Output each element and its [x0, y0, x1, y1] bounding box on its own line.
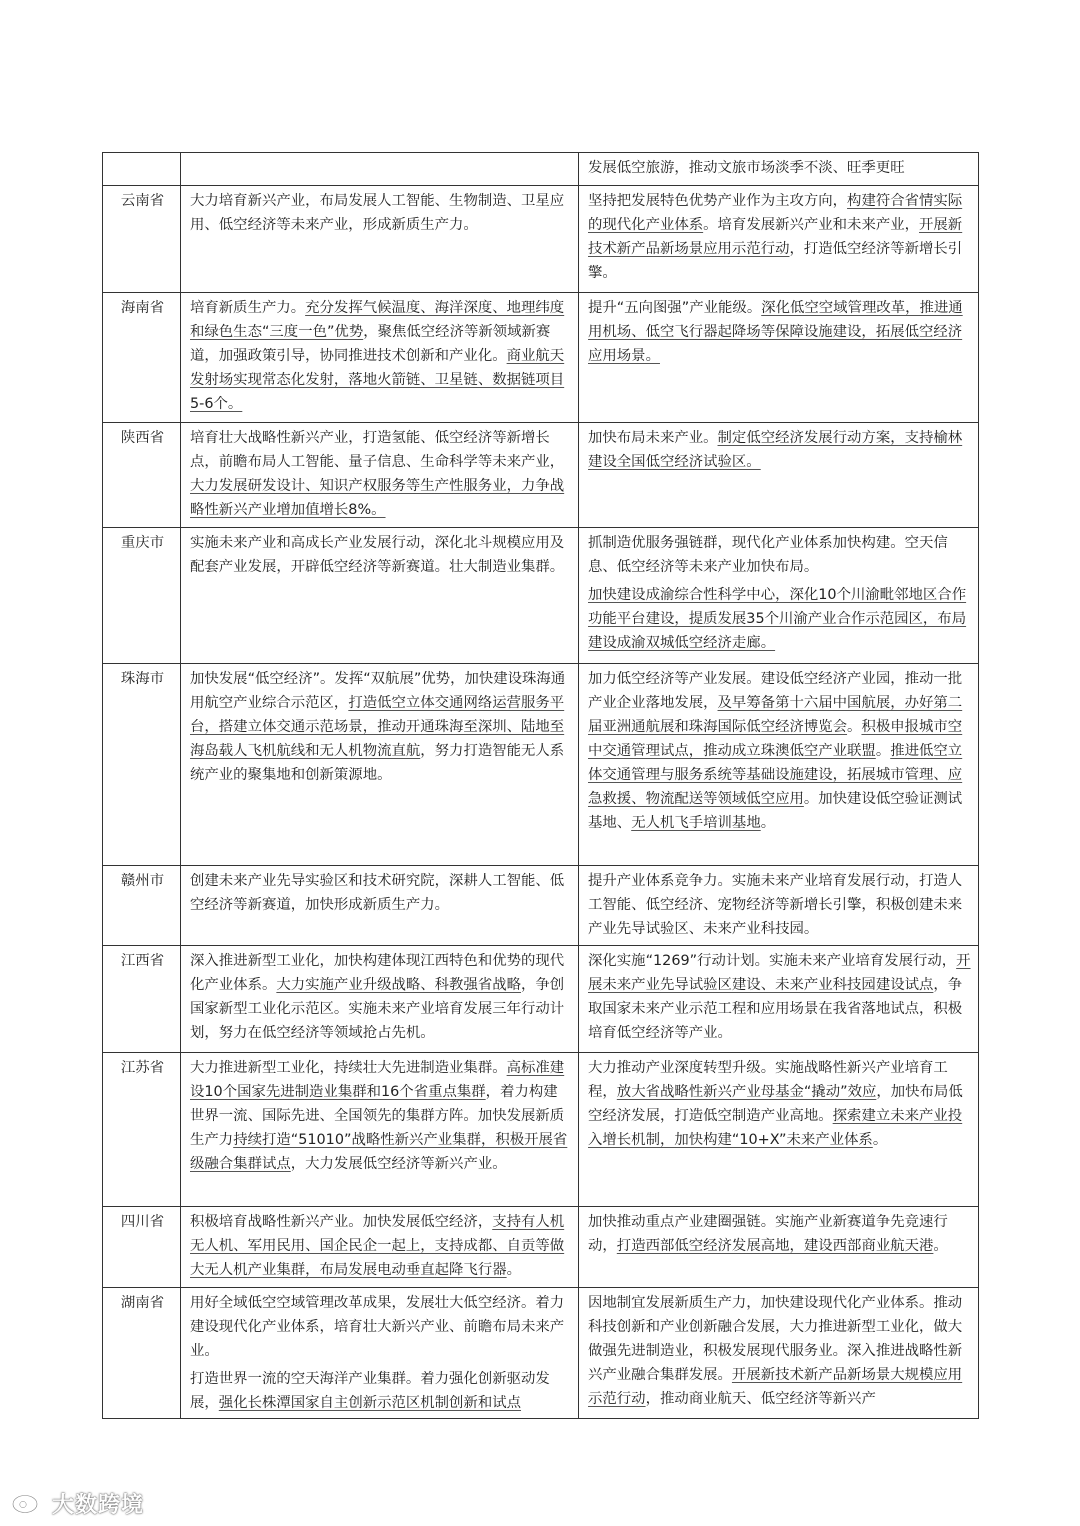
cell-text: 。	[875, 743, 891, 759]
cell-paragraph	[190, 189, 571, 237]
measures-2025-cell	[579, 423, 979, 528]
underlined-text: 制定低空经济发展行动方案，支持榆林建设全国低空经济试验区。	[588, 430, 963, 470]
cell-text: 大力推动产业深度转型升级。实施战略性新兴产业培育工程，	[588, 1060, 948, 1100]
cell-text: 。	[847, 719, 862, 735]
measures-2024-cell	[181, 1288, 579, 1419]
region-cell: 江苏省	[103, 1053, 181, 1207]
cell-text: 。	[872, 1132, 888, 1148]
cell-text: 。	[760, 815, 776, 831]
underlined-text: 加快建设成渝综合性科学中心，深化10个川渝毗邻地区合作功能平台建设，提质发展35个川渝产业合作示范园区，布局建设成渝双城低空经济走廊。	[588, 587, 967, 651]
watermark-text: 大数跨境	[52, 1492, 145, 1518]
cell-paragraph	[588, 1291, 971, 1411]
cell-paragraph	[190, 1291, 571, 1363]
cell-paragraph	[588, 156, 971, 180]
cell-text: ，推动商业航天、低空经济等新兴产	[645, 1391, 876, 1407]
cell-text: 坚持把发展特色优势产业作为主攻方向，	[588, 193, 848, 209]
cell-text: ，努力打造智能无人系统产业的聚集地和创新策源地。	[190, 743, 565, 783]
measures-2024-cell	[181, 1207, 579, 1288]
underlined-text: 推进低空立体交通管理与服务系统等基础设施建设，拓展城市管理、应急救援、物流配送等领域低空应用	[588, 743, 963, 807]
measures-2025-cell	[579, 153, 979, 186]
table-row	[103, 293, 979, 423]
cell-paragraph	[190, 296, 571, 416]
cell-text: 加力低空经济等产业发展。建设低空经济产业园，推动一批产业企业落地发展，	[588, 671, 963, 711]
policy-table	[102, 152, 979, 1419]
region-cell: 海南省	[103, 293, 181, 423]
underlined-text: 持续打造“51010”战略性新兴产业集群，积极开展省级融合集群试点	[190, 1132, 568, 1172]
table-row	[103, 528, 979, 664]
table-row	[103, 664, 979, 866]
table-row	[103, 1288, 979, 1419]
cell-paragraph	[588, 531, 971, 579]
measures-2025-cell	[579, 528, 979, 664]
cell-text: 用好全域低空空域管理改革成果，发展壮大低空经济。着力建设现代化产业体系，培育壮大新兴产业、前瞻布局未来产业。	[190, 1295, 565, 1359]
cell-text: 发展低空旅游，推动文旅市场淡季不淡、旺季更旺	[588, 160, 905, 176]
cell-text: 加快发展“低空经济”。发挥“双航展”优势，加快建设珠海通用航空产业综合示范区，	[190, 671, 566, 711]
cell-text: ，聚焦低空经济等新领域新赛道，加强政策引导，协同推进技术创新和产业化。	[190, 324, 551, 364]
cell-paragraph	[588, 189, 971, 285]
underlined-text: 商业航天发射场实现常态化发射，落地火箭链、卫星链、数据链项目5-6个。	[190, 348, 565, 412]
measures-2025-cell	[579, 946, 979, 1053]
cell-text: ，着力构建世界一流、国际先进、全国领先的集群方阵。加快发展新质生产力	[190, 1084, 565, 1148]
measures-2025-cell	[579, 1207, 979, 1288]
underlined-text: 强化长株潭国家自主创新示范区机制创新和试点	[218, 1395, 522, 1411]
cell-text: 加快布局未来产业。	[588, 430, 718, 446]
cell-paragraph	[190, 667, 571, 787]
underlined-text: 无人机飞手培训基地	[631, 815, 761, 831]
underlined-text: 积极申报城市空中交通管理试点，推动成立珠澳低空产业联盟	[588, 719, 963, 759]
cell-paragraph	[190, 531, 571, 579]
measures-2025-cell	[579, 293, 979, 423]
cell-text: 提升产业体系竞争力。实施未来产业培育发展行动，打造人工智能、低空经济、宠物经济等新增长引擎，积极创建未来产业先导试验区、未来产业科技园。	[588, 873, 963, 937]
cell-text: 大力培育新兴产业，	[190, 193, 320, 209]
underlined-text: 打造低空立体交通网络运营服务平台，搭建立体交通示范场景，推动开通珠海至深圳、陆地至海岛载人飞机航线和无人机物流直航	[190, 695, 565, 759]
underlined-text: 放大省战略性新兴产业母基金“撬动”效应	[616, 1084, 877, 1100]
underlined-text: 打造西部低空经济发展高地，建设西部商业航天港	[616, 1238, 934, 1254]
table-row	[103, 1053, 979, 1207]
cell-text: 创建未来产业先导实验区和技术研究院，深耕人工智能、低空经济等新赛道，加快形成新质生产力。	[190, 873, 565, 913]
table-row	[103, 1207, 979, 1288]
measures-2024-cell	[181, 664, 579, 866]
cell-paragraph	[190, 1210, 571, 1282]
measures-2025-cell	[579, 186, 979, 293]
underlined-text: 支持有人机无人机、军用民用、国企民企一起上，支持成都、自贡等做大无人机产业集群，布局发展电动垂直起降飞行器	[190, 1214, 565, 1278]
underlined-text: 大力实施产业升级战略、科教强省战略	[276, 977, 522, 993]
table-row	[103, 423, 979, 528]
underlined-text: 构建符合省情实际的现代化产业体系	[588, 193, 963, 233]
cell-paragraph	[588, 949, 971, 1045]
underlined-text: 开展新技术新产品新场景应用示范行动	[588, 217, 963, 257]
cell-text: 提升“五向图强”产业能级。	[588, 300, 762, 316]
region-cell: 四川省	[103, 1207, 181, 1288]
region-cell: 江西省	[103, 946, 181, 1053]
measures-2024-cell	[181, 293, 579, 423]
table-row	[103, 866, 979, 946]
cell-text: ，争取国家未来产业示范工程和应用场景在我省落地试点，积极培育低空经济等产业。	[588, 977, 963, 1041]
weibo-icon	[10, 1487, 46, 1519]
cell-paragraph	[588, 1056, 971, 1152]
cell-text: 因地制宜发展新质生产力，加快建设现代化产业体系。推动科技创新和产业创新融合发展，大力推进新型工业化，做大做强先进制造业，积极发展现代服务业。深入推进战略性新兴产业融合集群发展。	[588, 1295, 963, 1383]
underlined-text: 大力发展研发设计、知识产权服务等生产性服务业，力争战略性新兴产业增加值增长8%。	[190, 478, 565, 518]
cell-paragraph	[588, 869, 971, 941]
region-cell: 珠海市	[103, 664, 181, 866]
cell-text: 深入推进新型工业化，加快构建体现江西特色和优势的现代化产业体系。	[190, 953, 565, 993]
measures-2024-cell	[181, 186, 579, 293]
measures-2025-cell	[579, 1053, 979, 1207]
region-cell: 湖南省	[103, 1288, 181, 1419]
cell-paragraph	[190, 1056, 571, 1176]
region-cell: 陕西省	[103, 423, 181, 528]
underlined-text: 及早筹备第十六届中国航展，办好第二届亚洲通航展和珠海国际低空经济博览会	[588, 695, 963, 735]
measures-2024-cell	[181, 866, 579, 946]
cell-paragraph	[190, 949, 571, 1045]
measures-2025-cell	[579, 664, 979, 866]
underlined-text: 探索建立未来产业投入增长机制，加快构建“10+X”未来产业体系	[588, 1108, 963, 1148]
cell-paragraph	[190, 869, 571, 917]
cell-paragraph	[588, 1210, 971, 1258]
cell-text: 。加快建设低空验证测试基地、	[588, 791, 963, 831]
cell-paragraph	[588, 296, 971, 368]
underlined-text: 开展新技术新产品新场景大规模应用示范行动	[588, 1367, 963, 1407]
cell-text: 实施未来产业和高成长产业发展行动，深化北斗规模应用及配套产业发展，开辟低空经济等新赛道。壮大制造业集群。	[190, 535, 565, 575]
cell-text: 培育壮大战略性新兴产业，打造氢能、低空经济等新增长点，前瞻布局人工智能、量子信息、生命科学等未来产业，	[190, 430, 565, 470]
underlined-text: 深化低空空域管理改革，推进通用机场、低空飞行器起降场等保障设施建设，拓展低空经济应用场景。	[588, 300, 963, 364]
region-cell	[103, 153, 181, 186]
cell-text: 。	[506, 1262, 522, 1278]
measures-2024-cell	[181, 528, 579, 664]
cell-text: 布局发展人工智能、生物制造、卫星应用、低空经济等未来产业，形成新质生产力。	[190, 193, 565, 233]
measures-2024-cell	[181, 946, 579, 1053]
cell-paragraph	[190, 426, 571, 522]
table-row	[103, 946, 979, 1053]
cell-text: 加快推动重点产业建圈强链。实施产业新赛道争先竞速行动，	[588, 1214, 948, 1254]
underlined-text: 高标准建设10个国家先进制造业集群和16个省重点集群	[190, 1060, 565, 1100]
cell-text: 。	[933, 1238, 948, 1254]
watermark	[10, 1486, 144, 1520]
cell-text: 积极培育战略性新兴产业。加快发展低空经济，	[190, 1214, 493, 1230]
cell-text: ，大力发展低空经济等新兴产业。	[290, 1156, 507, 1172]
cell-text: 抓制造优服务强链群，现代化产业体系加快构建。空天信息、低空经济等未来产业加快布局。	[588, 535, 948, 575]
cell-paragraph	[588, 667, 971, 835]
measures-2024-cell	[181, 1053, 579, 1207]
cell-text: 大力推进新型工业化，持续壮大先进制造业集群。	[190, 1060, 507, 1076]
cell-text: ，争创国家新型工业化示范区。实施未来产业培育发展三年行动计划，努力在低空经济等领域抢占先机。	[190, 977, 565, 1041]
measures-2025-cell	[579, 1288, 979, 1419]
measures-2024-cell	[181, 423, 579, 528]
table-row	[103, 153, 979, 186]
cell-text: 打造世界一流的空天海洋产业集群。着力强化创新驱动发展，	[190, 1371, 550, 1411]
cell-text: 深化实施“1269”行动计划。实施未来产业培育发展行动，	[588, 953, 957, 969]
cell-paragraph	[588, 426, 971, 474]
measures-2024-cell	[181, 153, 579, 186]
underlined-text: 充分发挥气候温度、海洋深度、地理纬度和绿色生态“三度一色”优势	[190, 300, 565, 340]
cell-text: ，加快布局低空经济发展，打造低空制造产业高地。	[588, 1084, 963, 1124]
cell-text: 。培育发展新兴产业和未来产业，	[703, 217, 920, 233]
cell-text: 培育新质生产力。	[190, 300, 306, 316]
measures-2025-cell	[579, 866, 979, 946]
table-row	[103, 186, 979, 293]
region-cell: 重庆市	[103, 528, 181, 664]
underlined-text: 开展未来产业先导试验区建设、未来产业科技园建设试点	[588, 953, 971, 993]
cell-paragraph	[190, 1367, 571, 1415]
region-cell: 赣州市	[103, 866, 181, 946]
region-cell: 云南省	[103, 186, 181, 293]
cell-text: ，打造低空经济等新增长引擎。	[588, 241, 963, 281]
cell-paragraph	[588, 583, 971, 655]
